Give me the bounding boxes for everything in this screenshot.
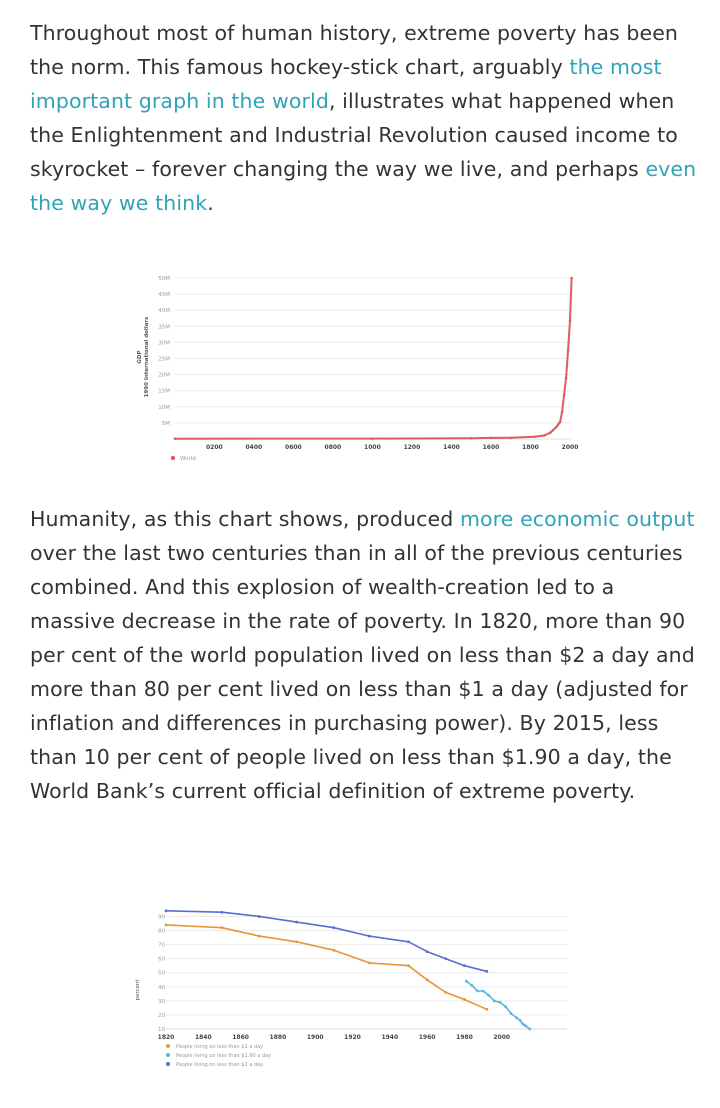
data-point xyxy=(368,961,371,964)
data-point xyxy=(470,437,473,440)
data-point xyxy=(519,1019,522,1022)
legend-label: People living on less than $1.90 a day xyxy=(176,1053,272,1059)
data-point xyxy=(565,377,568,380)
legend-marker xyxy=(166,1062,170,1066)
x-tick-label: 0600 xyxy=(285,444,302,451)
data-point xyxy=(332,949,335,952)
data-point xyxy=(407,940,410,943)
data-point xyxy=(463,964,466,967)
data-point xyxy=(444,991,447,994)
series-line-under-2 xyxy=(166,911,487,972)
data-point xyxy=(407,964,410,967)
legend-marker xyxy=(166,1053,170,1057)
poverty-chart xyxy=(0,898,720,1074)
data-point xyxy=(258,915,261,918)
data-point xyxy=(221,911,224,914)
y-tick-label: 45M xyxy=(158,292,170,299)
x-tick-label: 1960 xyxy=(418,1034,436,1041)
data-point xyxy=(549,431,552,434)
data-point xyxy=(295,940,298,943)
legend-label: People living on less than $2 a day xyxy=(176,1062,264,1068)
series-line-under-1 xyxy=(166,925,487,1009)
y-tick-label: 40 xyxy=(158,984,165,991)
data-point xyxy=(555,426,558,429)
paragraph-text: over the last two centuries than in all of the previous centuries combined. And this explosion of wealth-creation led to a massive decrease in the rate of poverty. In 1820, more than 90 per cent of the world population lived on less than $2 a day and more than 80 per cent lived on less than $1 a day (adjusted for inflation and differences in purchasing power). By 2015, less than 10 per cent of people lived on less than $1.90 a day, the World Bank’s current official definition of extreme poverty. xyxy=(30,541,695,803)
y-tick-label: 90 xyxy=(158,914,165,921)
data-point xyxy=(557,423,560,426)
x-tick-label: 1920 xyxy=(344,1034,361,1041)
paragraph-poverty xyxy=(30,502,700,808)
y-tick-label: 30M xyxy=(158,340,170,347)
data-point xyxy=(498,1001,501,1004)
data-point xyxy=(368,935,371,938)
x-tick-label: 1800 xyxy=(522,444,539,451)
data-point xyxy=(444,957,447,960)
x-tick-label: 1860 xyxy=(232,1034,249,1041)
data-point xyxy=(221,926,224,929)
data-point xyxy=(525,1025,528,1028)
data-point xyxy=(504,1005,507,1008)
y-tick-label: 80 xyxy=(158,928,165,935)
data-point xyxy=(463,998,466,1001)
data-point xyxy=(165,923,168,926)
x-tick-label: 2000 xyxy=(493,1034,511,1041)
y-tick-label: 10 xyxy=(158,1027,165,1033)
data-point xyxy=(569,320,572,323)
y-tick-label: 70 xyxy=(158,942,165,949)
paragraph-text: Humanity, as this chart shows, produced xyxy=(30,507,460,531)
y-tick-label: 20M xyxy=(158,372,170,379)
y-axis-label: GDP xyxy=(137,350,143,364)
data-point xyxy=(559,421,562,424)
data-point xyxy=(510,1012,513,1015)
data-point xyxy=(567,349,570,352)
data-point xyxy=(295,921,298,924)
data-point xyxy=(515,1016,518,1019)
data-point xyxy=(174,437,177,440)
data-point xyxy=(470,984,473,987)
data-point xyxy=(570,277,573,280)
y-tick-label: 50 xyxy=(158,970,165,977)
y-tick-label: 30 xyxy=(158,998,165,1005)
data-point xyxy=(561,410,564,413)
legend-label: People living on less than $1 a day xyxy=(176,1044,264,1050)
data-point xyxy=(165,909,168,912)
data-point xyxy=(552,429,555,432)
y-tick-label: 20 xyxy=(158,1012,165,1019)
data-point xyxy=(490,437,493,440)
data-point xyxy=(426,978,429,981)
y-tick-label: 35M xyxy=(158,324,170,331)
data-point xyxy=(487,994,490,997)
data-point xyxy=(563,394,566,397)
legend-marker xyxy=(166,1044,170,1048)
y-tick-label: 5M xyxy=(161,420,170,427)
y-axis-label: percent xyxy=(135,979,141,1001)
data-point xyxy=(485,1008,488,1011)
x-tick-label: 0800 xyxy=(324,444,342,451)
y-tick-label: 10M xyxy=(158,404,170,411)
data-point xyxy=(258,935,261,938)
y-tick-label: 40M xyxy=(158,308,170,315)
data-point xyxy=(476,990,479,993)
data-point xyxy=(332,926,335,929)
data-point xyxy=(533,435,536,438)
y-tick-label: 25M xyxy=(158,356,170,363)
gdp-chart xyxy=(0,260,720,470)
y-tick-label: 60 xyxy=(158,956,165,963)
data-point xyxy=(482,990,485,993)
x-tick-label: 1200 xyxy=(403,444,421,451)
paragraph-intro xyxy=(30,16,700,220)
paragraph-text: Throughout most of human history, extreme poverty has been the norm. This famous hockey-stick chart, arguably xyxy=(30,21,679,79)
y-tick-label: 50M xyxy=(158,276,170,282)
x-tick-label: 1400 xyxy=(443,444,460,451)
paragraph-text: . xyxy=(207,191,214,215)
data-point xyxy=(371,437,374,440)
legend-marker xyxy=(171,456,175,460)
x-tick-label: 1000 xyxy=(364,444,381,451)
x-tick-label: 1980 xyxy=(456,1034,473,1041)
link-way-we-think[interactable]: even the way we think xyxy=(30,157,697,215)
x-tick-label: 0200 xyxy=(205,444,223,451)
link-most-important-graph[interactable]: the most important graph in the world xyxy=(30,55,662,113)
x-tick-label: 1900 xyxy=(306,1034,324,1041)
data-point xyxy=(485,970,488,973)
data-point xyxy=(493,999,496,1002)
data-point xyxy=(543,434,546,437)
data-point xyxy=(465,980,468,983)
data-point xyxy=(426,950,429,953)
x-tick-label: 1880 xyxy=(269,1034,287,1041)
y-tick-label: 15M xyxy=(158,388,170,395)
legend-label: World xyxy=(180,456,196,462)
x-tick-label: 1940 xyxy=(381,1034,399,1041)
x-tick-label: 2000 xyxy=(561,444,579,451)
x-tick-label: 1600 xyxy=(482,444,500,451)
x-tick-label: 0400 xyxy=(245,444,263,451)
y-axis-label: 1990 International dollars xyxy=(144,316,150,398)
x-tick-label: 1820 xyxy=(157,1034,175,1041)
paragraph-text: , illustrates what happened when the Enlightenment and Industrial Revolution caused income to skyrocket – forever changing the way we live, and perhaps xyxy=(30,89,678,181)
x-tick-label: 1840 xyxy=(194,1034,212,1041)
link-more-economic-output[interactable]: more economic output xyxy=(459,507,695,531)
data-point xyxy=(528,1028,531,1031)
data-point xyxy=(509,437,512,440)
